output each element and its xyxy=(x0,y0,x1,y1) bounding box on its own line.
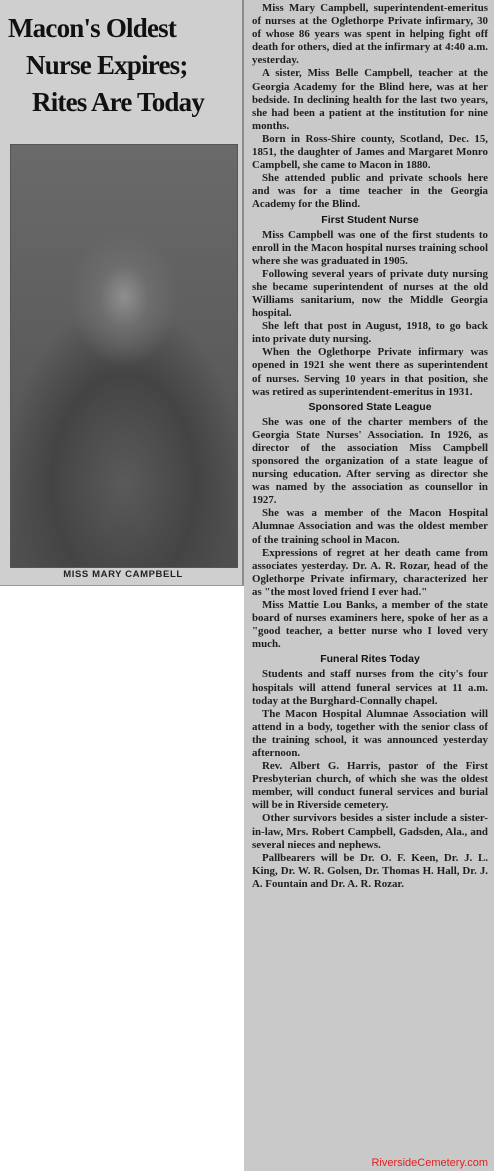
subhead-first-student-nurse: First Student Nurse xyxy=(321,213,419,226)
paragraph: Born in Ross-Shire county, Scotland, Dec. 15, 1851, the daughter of James and Margaret Monro Campbell, she came to Macon in 1880. xyxy=(252,132,488,172)
paragraph: The Macon Hospital Alumnae Association will attend in a body, together with the senior class of the training school, it was announced yesterday afternoon. xyxy=(252,707,488,759)
paragraph: Following several years of private duty nursing she became superintendent of nurses at the old Williams sanitarium, now the Middle Georgia hospital. xyxy=(252,267,488,320)
paragraph: She was one of the charter members of the Georgia State Nurses' Association. In 1926, as director of the association Miss Campbell sponsored the organization of a state league of nursing education. After serving as director she was named by the association as counsellor in 1927. xyxy=(252,415,488,507)
paragraph: Expressions of regret at her death came from associates yesterday. Dr. A. R. Rozar, head of the Oglethorpe Private infirmary, characterized her as "the most loved friend I ever had." xyxy=(252,546,488,598)
paragraph: Miss Campbell was one of the first students to enroll in the Macon hospital nurses training school where she was graduated in 1905. xyxy=(252,228,488,267)
paragraph: She attended public and private schools here and was for a time teacher in the Georgia Academy for the Blind. xyxy=(252,172,488,211)
subhead-funeral-rites-today: Funeral Rites Today xyxy=(320,653,420,666)
headline-line-3: Rites Are Today xyxy=(32,87,205,117)
paragraph: Other survivors besides a sister include a sister-in-law, Mrs. Robert Campbell, Gadsden, Ala., and several nieces and nephews. xyxy=(252,812,488,851)
article-body xyxy=(244,0,494,1171)
paragraph: Students and staff nurses from the city's four hospitals will attend funeral services at 11 a.m. today at the Burghard-Connally chapel. xyxy=(252,668,488,707)
paragraph: Miss Mary Campbell, superintendent-emeritus of nurses at the Oglethorpe Private infirmary, 30 of whose 86 years was spent in helping fight off death for others, died at the infirmary at 4:40 a.m. yesterday. xyxy=(252,2,488,67)
paragraph: Rev. Albert G. Harris, pastor of the First Presbyterian church, of which she was the oldest member, will conduct funeral services and burial will be in Riverside cemetery. xyxy=(252,760,488,812)
headline-photo-column xyxy=(0,0,244,586)
headline xyxy=(4,10,242,121)
watermark: RiversideCemetery.com xyxy=(371,1157,488,1169)
paragraph: She left that post in August, 1918, to go back into private duty nursing. xyxy=(252,320,488,346)
paragraph: A sister, Miss Belle Campbell, teacher at the Georgia Academy for the Blind here, was at her bedside. In declining health for the last two years, she had been a patient at the institution for nine months. xyxy=(252,67,488,132)
portrait-photo xyxy=(10,144,238,568)
paragraph: When the Oglethorpe Private infirmary was opened in 1921 she went there as superintendent of nurses. Serving 10 years in that position, she was retired as superintendent-emeritus in 1931. xyxy=(252,346,488,398)
photo-caption: MISS MARY CAMPBELL xyxy=(63,569,183,580)
subhead-sponsored-state-league: Sponsored State League xyxy=(308,400,432,413)
paragraph: She was a member of the Macon Hospital Alumnae Association and was the oldest member of the training school in Macon. xyxy=(252,507,488,546)
paragraph: Pallbearers will be Dr. O. F. Keen, Dr. J. L. King, Dr. W. R. Golsen, Dr. Thomas H. Hall, Dr. J. A. Fountain and Dr. A. R. Rozar. xyxy=(252,851,488,890)
headline-line-1: Macon's Oldest xyxy=(8,13,177,43)
paragraph: Miss Mattie Lou Banks, a member of the state board of nurses examiners here, spoke of her as a "good teacher, a better nurse who I loved very much. xyxy=(252,599,488,651)
headline-line-2: Nurse Expires; xyxy=(26,50,188,80)
